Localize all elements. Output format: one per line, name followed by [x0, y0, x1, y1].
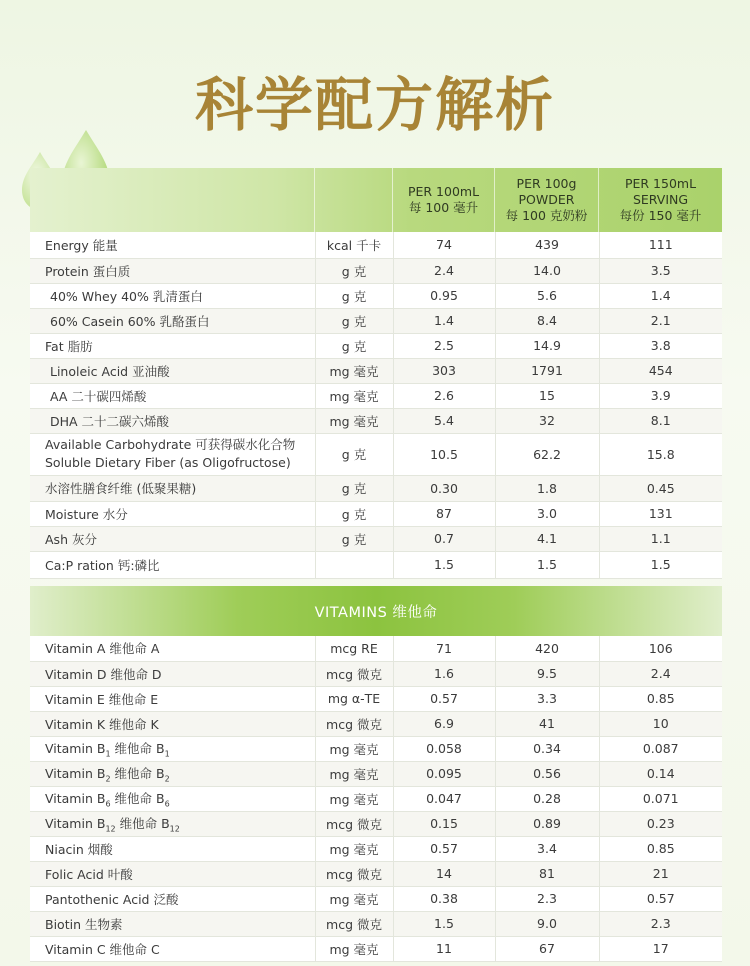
header-per100g-en2: POWDER: [518, 192, 575, 207]
value-per100g: 14.9: [495, 333, 599, 358]
value-per150ml: 454: [599, 358, 722, 383]
value-per100ml: 71: [393, 636, 495, 661]
value-per150ml: 131: [599, 501, 722, 526]
table-row: [30, 886, 722, 911]
nutrient-name: Ash 灰分: [30, 526, 315, 551]
header-per150ml: [599, 168, 722, 232]
value-per100g: 8.4: [495, 308, 599, 333]
table-row: [30, 283, 722, 308]
header-per100ml-cn: 每 100 毫升: [408, 200, 479, 215]
nutrient-name: Protein 蛋白质: [30, 258, 315, 283]
vitamin-name: Niacin 烟酸: [30, 836, 315, 861]
value-per100ml: 87: [393, 501, 495, 526]
vitamin-unit: mg α-TE: [315, 686, 393, 711]
value-per100ml: 1.6: [393, 661, 495, 686]
table-row: [30, 408, 722, 433]
value-per150ml: 15.8: [599, 433, 722, 475]
table-row: [30, 936, 722, 961]
value-per150ml: 0.23: [599, 811, 722, 836]
nutrient-unit: g 克: [315, 333, 393, 358]
header-per100g-en: PER 100g: [516, 176, 577, 191]
table-row: [30, 308, 722, 333]
vitamin-unit: mcg 微克: [315, 661, 393, 686]
table-row: [30, 383, 722, 408]
nutrient-unit: g 克: [315, 433, 393, 475]
value-per150ml: 1.5: [599, 551, 722, 578]
nutrient-unit: g 克: [315, 258, 393, 283]
nutrient-name: [30, 433, 315, 475]
value-per100g: 1.8: [495, 475, 599, 501]
value-per100ml: 5.4: [393, 408, 495, 433]
vitamin-unit: mg 毫克: [315, 836, 393, 861]
vitamin-unit: mcg 微克: [315, 861, 393, 886]
vitamin-name: Vitamin $B_6$ 维他命 $B_6$: [30, 786, 315, 811]
header-per100g: [495, 168, 599, 232]
nutrient-unit: kcal 千卡: [315, 232, 393, 258]
vitamins-section-header: VITAMINS 维他命: [30, 586, 722, 636]
value-per150ml: 0.14: [599, 761, 722, 786]
value-per150ml: 3.5: [599, 258, 722, 283]
vitamin-unit: mg 毫克: [315, 736, 393, 761]
value-per100ml: 11: [393, 936, 495, 961]
value-per100g: 439: [495, 232, 599, 258]
nutrient-name: Moisture 水分: [30, 501, 315, 526]
table-row: [30, 836, 722, 861]
vitamin-unit: mcg 微克: [315, 911, 393, 936]
value-per100ml: 0.7: [393, 526, 495, 551]
vitamin-unit: mcg 微克: [315, 711, 393, 736]
header-per150ml-en: PER 150mL: [624, 176, 697, 191]
table-row: [30, 258, 722, 283]
vitamin-unit: mg 毫克: [315, 936, 393, 961]
vitamins-table: [30, 636, 722, 962]
nutrient-name: Energy 能量: [30, 232, 315, 258]
vitamin-unit: mg 毫克: [315, 886, 393, 911]
nutrient-unit: g 克: [315, 308, 393, 333]
value-per150ml: 3.8: [599, 333, 722, 358]
nutrient-name: Linoleic Acid 亚油酸: [30, 358, 315, 383]
value-per150ml: 0.071: [599, 786, 722, 811]
value-per100ml: 0.38: [393, 886, 495, 911]
nutrient-unit: g 克: [315, 283, 393, 308]
table-row: [30, 475, 722, 501]
nutrient-unit: mg 毫克: [315, 358, 393, 383]
nutrient-name-line2: Soluble Dietary Fiber (as Oligofructose): [45, 455, 291, 470]
value-per100g: 0.28: [495, 786, 599, 811]
value-per150ml: 2.3: [599, 911, 722, 936]
nutrient-name: 水溶性膳食纤维 (低聚果糖): [30, 475, 315, 501]
value-per100g: 14.0: [495, 258, 599, 283]
value-per100g: 15: [495, 383, 599, 408]
value-per100g: 1791: [495, 358, 599, 383]
nutrient-name-line1: Available Carbohydrate 可获得碳水化合物: [45, 437, 296, 452]
value-per150ml: 17: [599, 936, 722, 961]
value-per150ml: 2.1: [599, 308, 722, 333]
table-row: [30, 911, 722, 936]
value-per100g: 2.3: [495, 886, 599, 911]
table-row: [30, 786, 722, 811]
table-row: [30, 861, 722, 886]
table-row: [30, 551, 722, 578]
vitamin-name: Vitamin C 维他命 C: [30, 936, 315, 961]
value-per100ml: 74: [393, 232, 495, 258]
value-per150ml: 0.85: [599, 686, 722, 711]
table-row: [30, 711, 722, 736]
nutrient-name: AA 二十碳四烯酸: [30, 383, 315, 408]
vitamin-name: Biotin 生物素: [30, 911, 315, 936]
vitamin-unit: mcg RE: [315, 636, 393, 661]
nutrient-name: 60% Casein 60% 乳酪蛋白: [30, 308, 315, 333]
table-row: [30, 526, 722, 551]
value-per150ml: 1.1: [599, 526, 722, 551]
value-per100ml: 6.9: [393, 711, 495, 736]
page-title: 科学配方解析: [194, 71, 555, 139]
value-per100ml: 1.5: [393, 551, 495, 578]
value-per100g: 9.0: [495, 911, 599, 936]
value-per100g: 32: [495, 408, 599, 433]
value-per100ml: 0.57: [393, 836, 495, 861]
value-per100g: 0.89: [495, 811, 599, 836]
value-per100ml: 303: [393, 358, 495, 383]
nutrient-name: Fat 脂肪: [30, 333, 315, 358]
value-per100g: 41: [495, 711, 599, 736]
value-per100ml: 0.058: [393, 736, 495, 761]
value-per100ml: 0.30: [393, 475, 495, 501]
vitamin-name: Vitamin $B_2$ 维他命 $B_2$: [30, 761, 315, 786]
table-row: [30, 636, 722, 661]
value-per100g: 5.6: [495, 283, 599, 308]
nutrient-name: DHA 二十二碳六烯酸: [30, 408, 315, 433]
value-per100ml: 0.57: [393, 686, 495, 711]
header-per150ml-en2: SERVING: [632, 192, 689, 207]
table-row: [30, 358, 722, 383]
header-name-col: [30, 168, 315, 232]
table-header: [30, 168, 722, 232]
table-row: [30, 501, 722, 526]
nutrient-unit: g 克: [315, 526, 393, 551]
value-per100ml: 14: [393, 861, 495, 886]
table-row: [30, 661, 722, 686]
vitamin-name: Vitamin E 维他命 E: [30, 686, 315, 711]
table-row: [30, 333, 722, 358]
table-row: [30, 232, 722, 258]
nutrient-unit: g 克: [315, 475, 393, 501]
nutrient-name: 40% Whey 40% 乳清蛋白: [30, 283, 315, 308]
value-per100g: 420: [495, 636, 599, 661]
table-row: [30, 736, 722, 761]
value-per100g: 4.1: [495, 526, 599, 551]
header-unit-col: [315, 168, 393, 232]
header-per100g-cn: 每 100 克奶粉: [505, 208, 588, 223]
value-per100ml: 1.4: [393, 308, 495, 333]
header-per100ml-en: PER 100mL: [407, 184, 480, 199]
value-per150ml: 8.1: [599, 408, 722, 433]
value-per100ml: 10.5: [393, 433, 495, 475]
value-per100g: 1.5: [495, 551, 599, 578]
nutrient-unit: [315, 551, 393, 578]
value-per150ml: 1.4: [599, 283, 722, 308]
value-per100ml: 0.095: [393, 761, 495, 786]
vitamin-name: Vitamin K 维他命 K: [30, 711, 315, 736]
nutrient-name: Ca:P ration 钙:磷比: [30, 551, 315, 578]
vitamin-name: Vitamin $B_1$ 维他命 $B_1$: [30, 736, 315, 761]
value-per150ml: 0.57: [599, 886, 722, 911]
nutrient-unit: mg 毫克: [315, 408, 393, 433]
vitamin-unit: mg 毫克: [315, 761, 393, 786]
value-per100g: 3.4: [495, 836, 599, 861]
vitamin-name: Vitamin A 维他命 A: [30, 636, 315, 661]
value-per100ml: 0.95: [393, 283, 495, 308]
table-row: [30, 433, 722, 475]
value-per100g: 67: [495, 936, 599, 961]
table-row: [30, 811, 722, 836]
value-per150ml: 0.45: [599, 475, 722, 501]
value-per150ml: 0.85: [599, 836, 722, 861]
value-per100g: 0.34: [495, 736, 599, 761]
value-per100g: 62.2: [495, 433, 599, 475]
value-per100g: 0.56: [495, 761, 599, 786]
header-per150ml-cn: 每份 150 毫升: [619, 208, 702, 223]
value-per100ml: 0.047: [393, 786, 495, 811]
header-per100ml: [393, 168, 495, 232]
value-per100ml: 2.5: [393, 333, 495, 358]
value-per150ml: 2.4: [599, 661, 722, 686]
nutrient-unit: g 克: [315, 501, 393, 526]
value-per150ml: 0.087: [599, 736, 722, 761]
value-per100ml: 2.4: [393, 258, 495, 283]
vitamin-name: Vitamin D 维他命 D: [30, 661, 315, 686]
vitamin-unit: mcg 微克: [315, 811, 393, 836]
value-per100ml: 0.15: [393, 811, 495, 836]
value-per150ml: 10: [599, 711, 722, 736]
value-per150ml: 106: [599, 636, 722, 661]
table-row: [30, 761, 722, 786]
vitamin-name: Folic Acid 叶酸: [30, 861, 315, 886]
value-per100ml: 2.6: [393, 383, 495, 408]
nutrient-unit: mg 毫克: [315, 383, 393, 408]
value-per100g: 3.3: [495, 686, 599, 711]
vitamin-unit: mg 毫克: [315, 786, 393, 811]
vitamin-name: Pantothenic Acid 泛酸: [30, 886, 315, 911]
nutrition-table: [30, 232, 722, 579]
value-per100g: 81: [495, 861, 599, 886]
value-per100ml: 1.5: [393, 911, 495, 936]
value-per150ml: 3.9: [599, 383, 722, 408]
vitamin-name: Vitamin $B_{12}$ 维他命 $B_{12}$: [30, 811, 315, 836]
value-per150ml: 21: [599, 861, 722, 886]
value-per100g: 3.0: [495, 501, 599, 526]
value-per150ml: 111: [599, 232, 722, 258]
table-row: [30, 686, 722, 711]
value-per100g: 9.5: [495, 661, 599, 686]
